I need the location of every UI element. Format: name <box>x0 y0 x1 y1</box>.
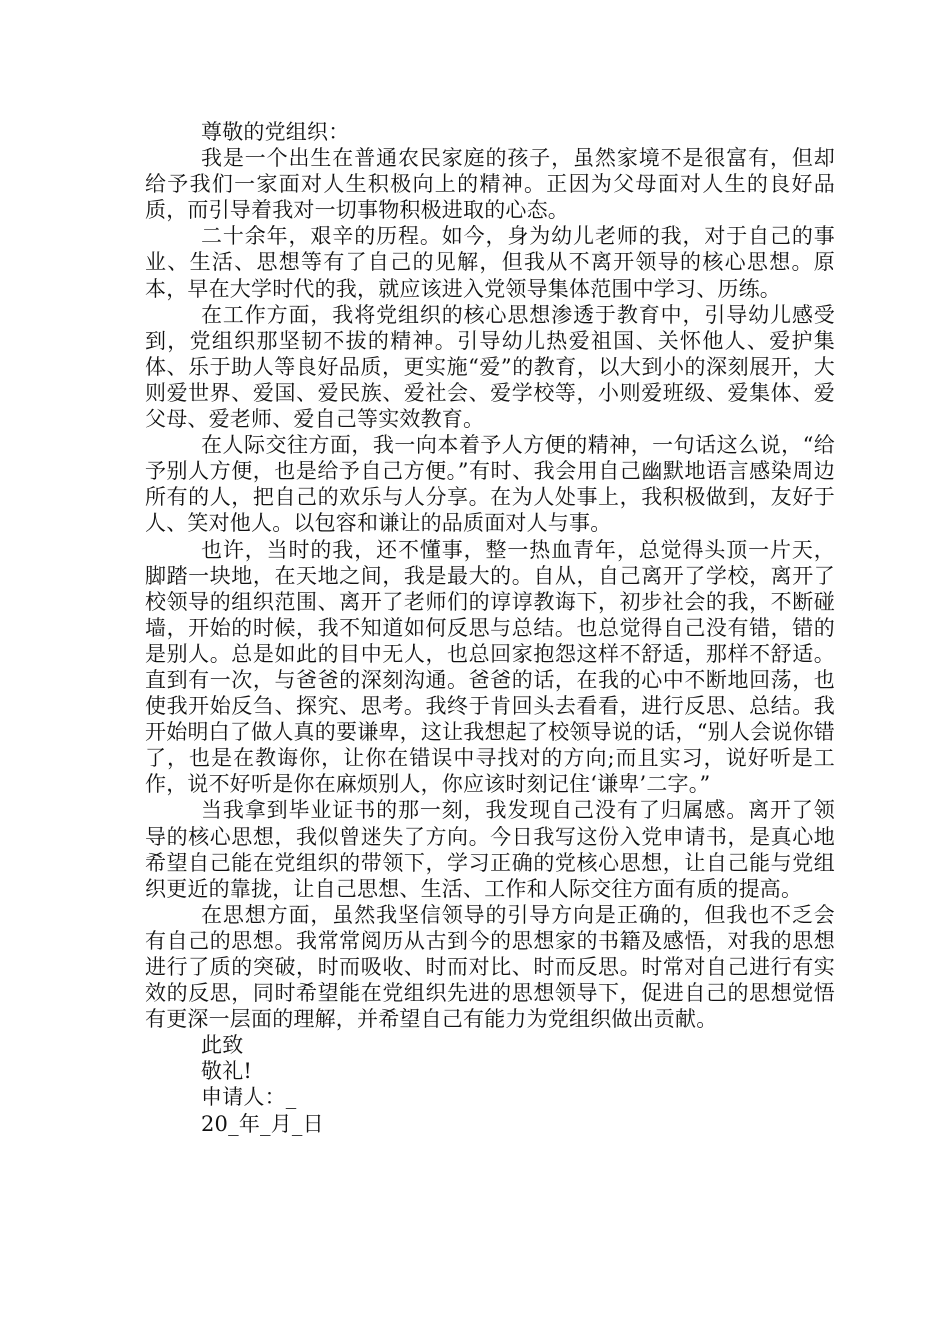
paragraph-thought: 在思想方面，虽然我坚信领导的引导方向是正确的，但我也不乏会有自己的思想。我常常阅历从古到今的思想家的书籍及感悟，对我的思想进行了质的突破，时而吸收、时而对比、时而反思。时常对自己进行有实效的反思，同时希望能在党组织先进的思想领导下，促进自己的思想觉悟有更深一层面的理解，并希望自己有能力为党组织做出贡献。 <box>145 902 835 1032</box>
paragraph-career: 二十余年，艰辛的历程。如今，身为幼儿老师的我，对于自己的事业、生活、思想等有了自己的见解，但我从不离开领导的核心思想。原本，早在大学时代的我，就应该进入党领导集体范围中学习、历练。 <box>145 224 835 301</box>
closing-line-1: 此致 <box>201 1033 244 1058</box>
paragraph-reflection: 也许，当时的我，还不懂事，整一热血青年，总觉得头顶一片天，脚踏一块地，在天地之间，我是最大的。自从，自己离开了学校，离开了校领导的组织范围、离开了老师们的谆谆教诲下，初步社会的我，不断碰墙，开始的时候，我不知道如何反思与总结。也总觉得自己没有错，错的是别人。总是如此的目中无人，也总回家抱怨这样不舒适，那样不舒适。直到有一次，与爸爸的深刻沟通。爸爸的话，在我的心中不断地回荡，也使我开始反刍、探究、思考。我终于肯回头去看看，进行反思、总结。我开始明白了做人真的要谦卑，这让我想起了校领导说的话，“别人会说你错了，也是在教诲你，让你在错误中寻找对的方向;而且实习，说好听是工作，说不好听是你在麻烦别人，你应该时刻记住‘谦卑’二字。” <box>145 537 835 797</box>
closing-line-2: 敬礼! <box>201 1059 253 1084</box>
letter-document <box>145 119 835 1137</box>
date-line: 20_年_月_日 <box>201 1111 324 1136</box>
paragraph-work: 在工作方面，我将党组织的核心思想渗透于教育中，引导幼儿感受到，党组织那坚韧不拔的精神。引导幼儿热爱祖国、关怀他人、爱护集体、乐于助人等良好品质，更实施“爱”的教育，以大到小的深刻展开，大则爱世界、爱国、爱民族、爱社会、爱学校等，小则爱班级、爱集体、爱父母、爱老师、爱自己等实效教育。 <box>145 302 835 432</box>
paragraph-family: 我是一个出生在普通农民家庭的孩子，虽然家境不是很富有，但却给予我们一家面对人生积极向上的精神。正因为父母面对人生的良好品质，而引导着我对一切事物积极进取的心态。 <box>145 146 835 223</box>
applicant-line: 申请人：_ <box>201 1085 297 1110</box>
paragraph-motivation: 当我拿到毕业证书的那一刻，我发现自己没有了归属感。离开了领导的核心思想，我似曾迷失了方向。今日我写这份入党申请书，是真心地希望自己能在党组织的带领下，学习正确的党核心思想，让自己能与党组织更近的靠拢，让自己思想、生活、工作和人际交往方面有质的提高。 <box>145 798 835 901</box>
paragraph-interpersonal: 在人际交往方面，我一向本着予人方便的精神，一句话这么说，“给予别人方便，也是给予自己方便。”有时、我会用自己幽默地语言感染周边所有的人，把自己的欢乐与人分享。在为人处事上，我积极做到，友好于人、笑对他人。以包容和谦让的品质面对人与事。 <box>145 433 835 536</box>
salutation: 尊敬的党组织： <box>201 120 350 144</box>
